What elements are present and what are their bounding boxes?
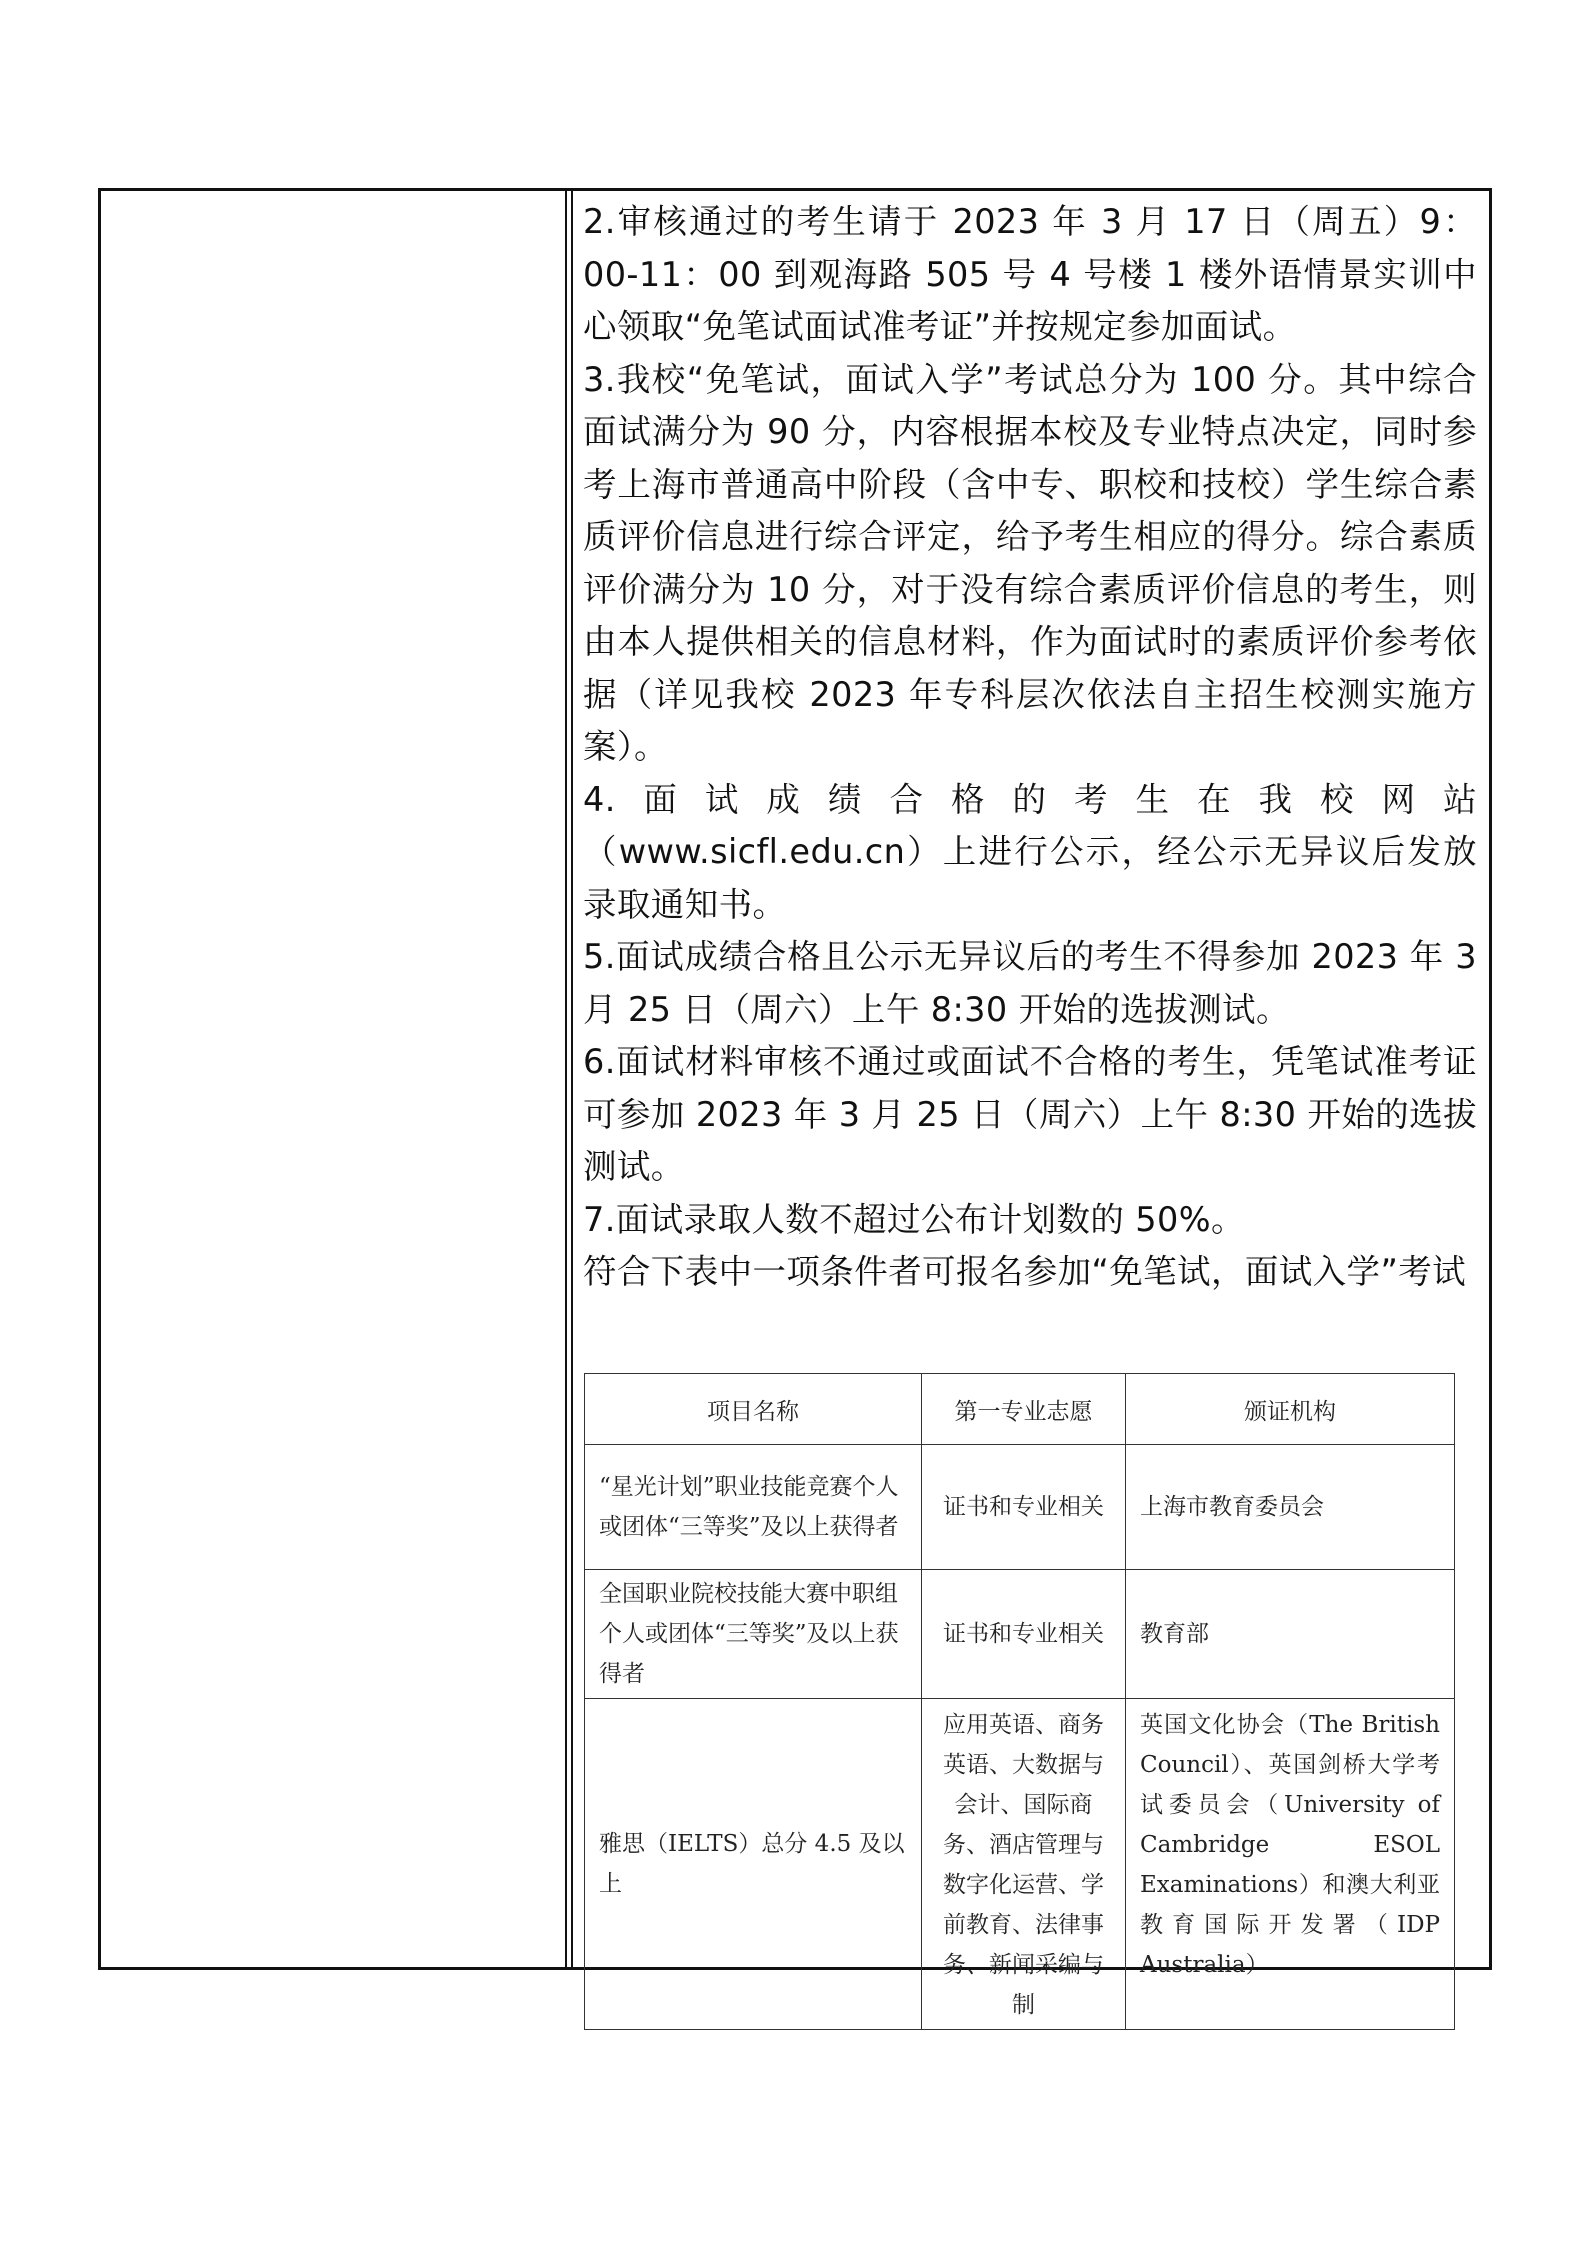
cell-issuer: 英国文化协会（The British Council）、英国剑桥大学考试委员会（University of Cambridge ESOL Examinations）和澳大利亚教育国际开发署（IDP Australia） <box>1126 1699 1455 2030</box>
left-empty-cell <box>101 191 563 1967</box>
table-row <box>585 1445 1455 1570</box>
cell-project-name: 全国职业院校技能大赛中职组个人或团体“三等奖”及以上获得者 <box>585 1570 922 1699</box>
item-6-paragraph: 6.面试材料审核不通过或面试不合格的考生，凭笔试准考证可参加 2023 年 3 月 25 日（周六）上午 8:30 开始的选拔测试。 <box>583 1042 1477 1186</box>
item-4-paragraph-line1: 4.面试成绩合格的考生在我校网站 <box>583 779 1477 819</box>
header-project-name: 项目名称 <box>585 1374 922 1445</box>
table-header-row <box>585 1374 1455 1445</box>
cell-project-name: “星光计划”职业技能竞赛个人或团体“三等奖”及以上获得者 <box>585 1445 922 1570</box>
item-2-paragraph: 2.审核通过的考生请于 2023 年 3 月 17 日（周五）9：00-11：00 到观海路 505 号 4 号楼 1 楼外语情景实训中心领取“免笔试面试准考证”并按规定参加面试。 <box>583 202 1477 346</box>
cell-first-major: 应用英语、商务英语、大数据与会计、国际商务、酒店管理与数字化运营、学前教育、法律事务、新闻采编与制 <box>922 1699 1126 2030</box>
cell-issuer: 教育部 <box>1126 1570 1455 1699</box>
item-5-paragraph: 5.面试成绩合格且公示无异议后的考生不得参加 2023 年 3 月 25 日（周六）上午 8:30 开始的选拔测试。 <box>583 937 1477 1029</box>
column-divider <box>565 188 573 1970</box>
table-intro-text: 符合下表中一项条件者可报名参加“免笔试，面试入学”考试 <box>583 1252 1467 1291</box>
cell-first-major: 证书和专业相关 <box>922 1445 1126 1570</box>
eligibility-table <box>584 1373 1455 2030</box>
header-issuer: 颁证机构 <box>1126 1374 1455 1445</box>
item-7-paragraph: 7.面试录取人数不超过公布计划数的 50%。 <box>583 1199 1245 1239</box>
cell-project-name: 雅思（IELTS）总分 4.5 及以上 <box>585 1699 922 2030</box>
item-4-paragraph-rest: （www.sicfl.edu.cn）上进行公示，经公示无异议后发放录取通知书。 <box>583 832 1477 924</box>
content-cell <box>583 196 1477 1299</box>
header-first-major: 第一专业志愿 <box>922 1374 1126 1445</box>
table-row <box>585 1699 1455 2030</box>
cell-issuer: 上海市教育委员会 <box>1126 1445 1455 1570</box>
cell-first-major: 证书和专业相关 <box>922 1570 1126 1699</box>
table-row <box>585 1570 1455 1699</box>
item-3-paragraph: 3.我校“免笔试，面试入学”考试总分为 100 分。其中综合面试满分为 90 分，内容根据本校及专业特点决定，同时参考上海市普通高中阶段（含中专、职校和技校）学生综合素质评价信息进行综合评定，给予考生相应的得分。综合素质评价满分为 10 分，对于没有综合素质评价信息的考生，则由本人提供相关的信息材料，作为面试时的素质评价参考依据（详见我校 2023 年专科层次依法自主招生校测实施方案）。 <box>583 359 1477 766</box>
